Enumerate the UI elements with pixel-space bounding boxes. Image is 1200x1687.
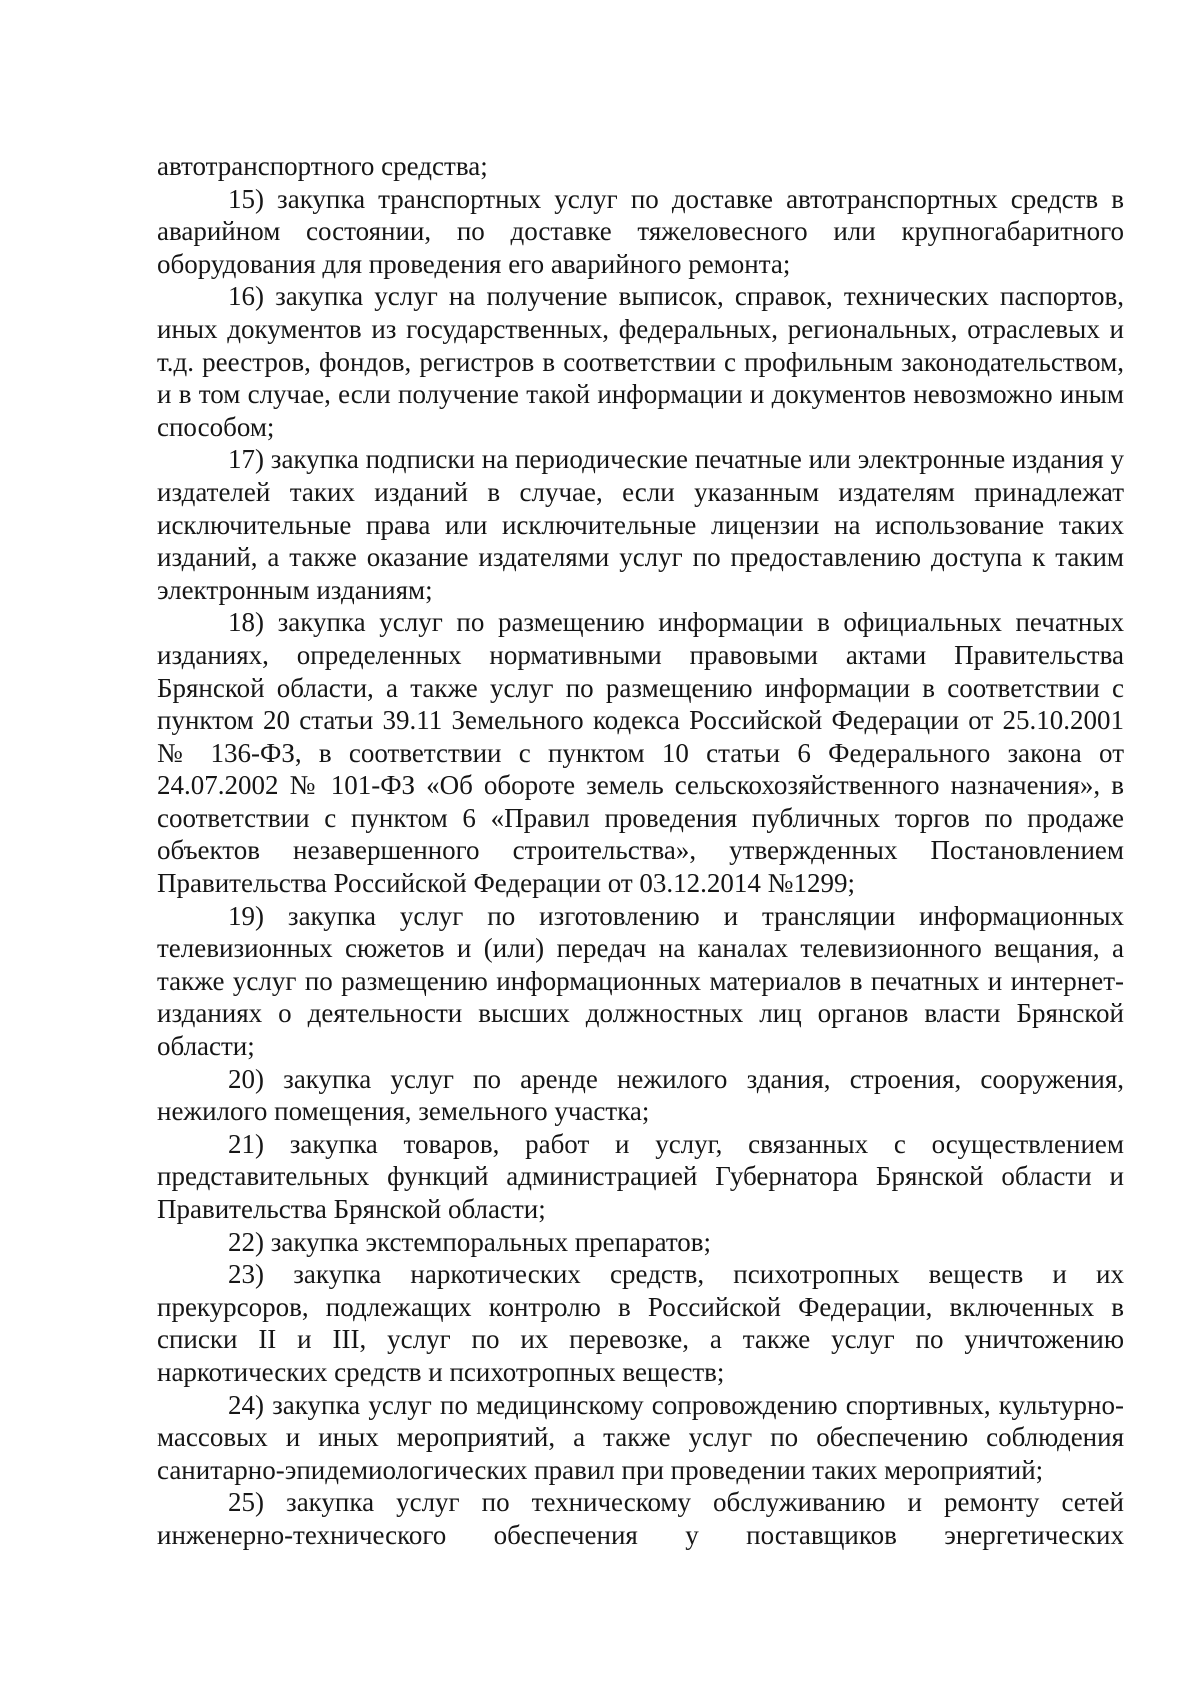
list-item-21: 21) закупка товаров, работ и услуг, связанных с осуществлением представительных функций администрацией Губернатора Брянской области и Правительства Брянской области; — [157, 1128, 1124, 1224]
list-item-17: 17) закупка подписки на периодические печатные или электронные издания у издателей таких изданий в случае, если указанным издателям принадлежат исключительные права или исключительные лицензии на использование таких изданий, а также оказание издателями услуг по предоставлению доступа к таким электронным изданиям; — [157, 444, 1124, 605]
list-item-22: 22) закупка экстемпоральных препаратов; — [228, 1226, 712, 1257]
list-item-20: 20) закупка услуг по аренде нежилого здания, строения, сооружения, нежилого помещения, земельного участка; — [157, 1063, 1124, 1127]
paragraph-continuation: автотранспортного средства; — [157, 151, 488, 181]
list-item-16: 16) закупка услуг на получение выписок, справок, технических паспортов, иных документов из государственных, федеральных, региональных, отраслевых и т.д. реестров, фондов, регистров в соответствии с профильным законодательством, и в том случае, если получение такой информации и документов невозможно иным способом; — [157, 281, 1124, 442]
document-body — [157, 150, 1124, 1552]
list-item-19: 19) закупка услуг по изготовлению и трансляции информационных телевизионных сюжетов и (или) передач на каналах телевизионного вещания, а также услуг по размещению информационных материалов в печатных и интернет-изданиях о деятельности высших должностных лиц органов власти Брянской области; — [157, 900, 1124, 1062]
list-item-25: 25) закупка услуг по техническому обслуживанию и ремонту сетей инженерно-технического обеспечения у поставщиков энергетических — [157, 1487, 1124, 1550]
list-item-24: 24) закупка услуг по медицинскому сопровождению спортивных, культурно-массовых и иных мероприятий, а также услуг по обеспечению соблюдения санитарно-эпидемиологических правил при проведении таких мероприятий; — [157, 1389, 1124, 1485]
list-item-15: 15) закупка транспортных услуг по доставке автотранспортных средств в аварийном состоянии, по доставке тяжеловесного или крупногабаритного оборудования для проведения его аварийного ремонта; — [157, 183, 1124, 279]
list-item-18: 18) закупка услуг по размещению информации в официальных печатных изданиях, определенных нормативными правовыми актами Правительства Брянской области, а также услуг по размещению информации в соответствии с пунктом 20 статьи 39.11 Земельного кодекса Российской Федерации от 25.10.2001 № 136-ФЗ, в соответствии с пунктом 10 статьи 6 Федерального закона от 24.07.2002 № 101-ФЗ «Об обороте земель сельскохозяйственного назначения», в соответствии с пунктом 6 «Правил проведения публичных торгов по продаже объектов незавершенного строительства», утвержденных Постановлением Правительства Российской Федерации от 03.12.2014 №1299; — [157, 607, 1124, 899]
list-item-23: 23) закупка наркотических средств, психотропных веществ и их прекурсоров, подлежащих контролю в Российской Федерации, включенных в списки II и III, услуг по их перевозке, а также услуг по уничтожению наркотических средств и психотропных веществ; — [157, 1259, 1124, 1387]
